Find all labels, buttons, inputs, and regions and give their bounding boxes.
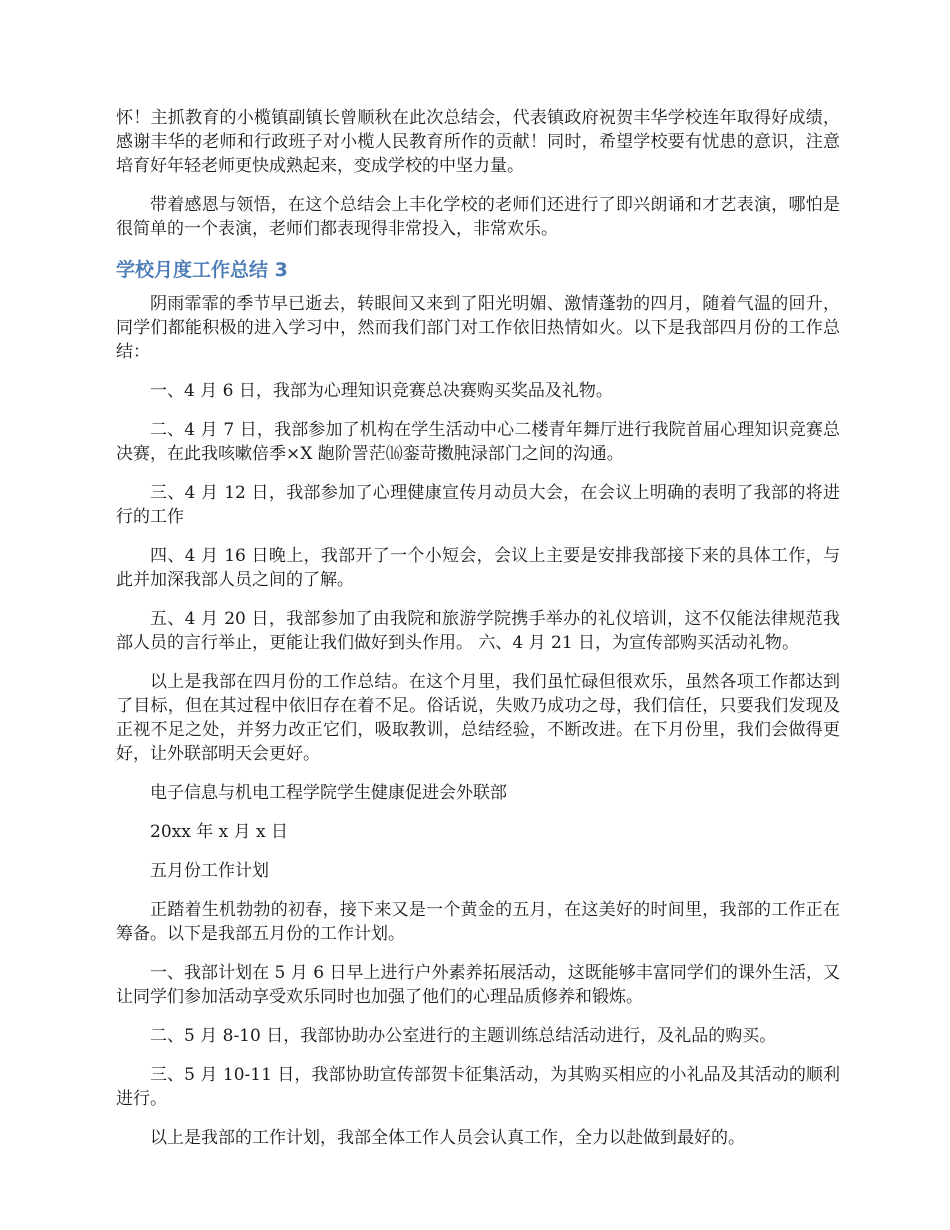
subheading: 五月份工作计划 [150, 861, 269, 881]
paragraph: 以上是我部的工作计划，我部全体工作人员会认真工作，全力以赴做到最好的。 [150, 1128, 745, 1148]
section-heading: 学校月度工作总结 3 [116, 259, 288, 281]
paragraph: 带着感恩与领悟，在这个总结会上丰化学校的老师们还进行了即兴朗诵和才艺表演，哪怕是很简单的一个表演，老师们都表现得非常投入，非常欢乐。 [116, 195, 840, 239]
paragraph: 正踏着生机勃勃的初春，接下来又是一个黄金的五月，在这美好的时间里，我部的工作正在筹备。以下是我部五月份的工作计划。 [116, 900, 840, 944]
paragraph: 一、4 月 6 日，我部为心理知识竞赛总决赛购买奖品及礼物。 [150, 381, 613, 401]
paragraph: 二、4 月 7 日，我部参加了机构在学生活动中心二楼青年舞厅进行我院首届心理知识竞赛总决赛，在此我咳嗽倍季×X 龅阶詈茫⒃銮苛擞肫渌部门之间的沟通。 [116, 420, 840, 464]
paragraph: 阴雨霏霏的季节早已逝去，转眼间又来到了阳光明媚、激情蓬勃的四月，随着气温的回升，同学们都能积极的进入学习中，然而我们部门对工作依旧热情如火。以下是我部四月份的工作总结： [116, 294, 840, 362]
paragraph: 怀！主抓教育的小榄镇副镇长曾顺秋在此次总结会，代表镇政府祝贺丰华学校连年取得好成绩，感谢丰华的老师和行政班子对小榄人民教育所作的贡献！同时，希望学校要有忧患的意识，注意培育好年轻老师更快成熟起来，变成学校的中坚力量。 [116, 108, 840, 176]
paragraph: 一、我部计划在 5 月 6 日早上进行户外素养拓展活动，这既能够丰富同学们的课外生活，又让同学们参加活动享受欢乐同时也加强了他们的心理品质修养和锻炼。 [116, 963, 840, 1007]
paragraph: 五、4 月 20 日，我部参加了由我院和旅游学院携手举办的礼仪培训，这不仅能法律规范我部人员的言行举止，更能让我们做好到头作用。 六、4 月 21 日，为宣传部购买活动礼物。 [116, 609, 840, 653]
signature-date: 20xx 年 x 月 x 日 [150, 822, 289, 842]
paragraph: 二、5 月 8-10 日，我部协助办公室进行的主题训练总结活动进行，及礼品的购买。 [150, 1026, 777, 1046]
paragraph: 以上是我部在四月份的工作总结。在这个月里，我们虽忙碌但很欢乐，虽然各项工作都达到了目标，但在其过程中依旧存在着不足。俗话说，失败乃成功之母，我们信任，只要我们发现及正视不足之处，并努力改正它们，吸取教训，总结经验，不断改进。在下月份里，我们会做得更好，让外联部明天会更好。 [116, 672, 840, 764]
document-page [116, 106, 840, 1165]
paragraph: 三、5 月 10-11 日，我部协助宣传部贺卡征集活动，为其购买相应的小礼品及其活动的顺利进行。 [116, 1065, 840, 1109]
paragraph: 三、4 月 12 日，我部参加了心理健康宣传月动员大会，在会议上明确的表明了我部的将进行的工作 [116, 483, 840, 527]
paragraph: 四、4 月 16 日晚上，我部开了一个小短会，会议上主要是安排我部接下来的具体工作，与此并加深我部人员之间的了解。 [116, 546, 840, 590]
signature-org: 电子信息与机电工程学院学生健康促进会外联部 [150, 783, 507, 803]
